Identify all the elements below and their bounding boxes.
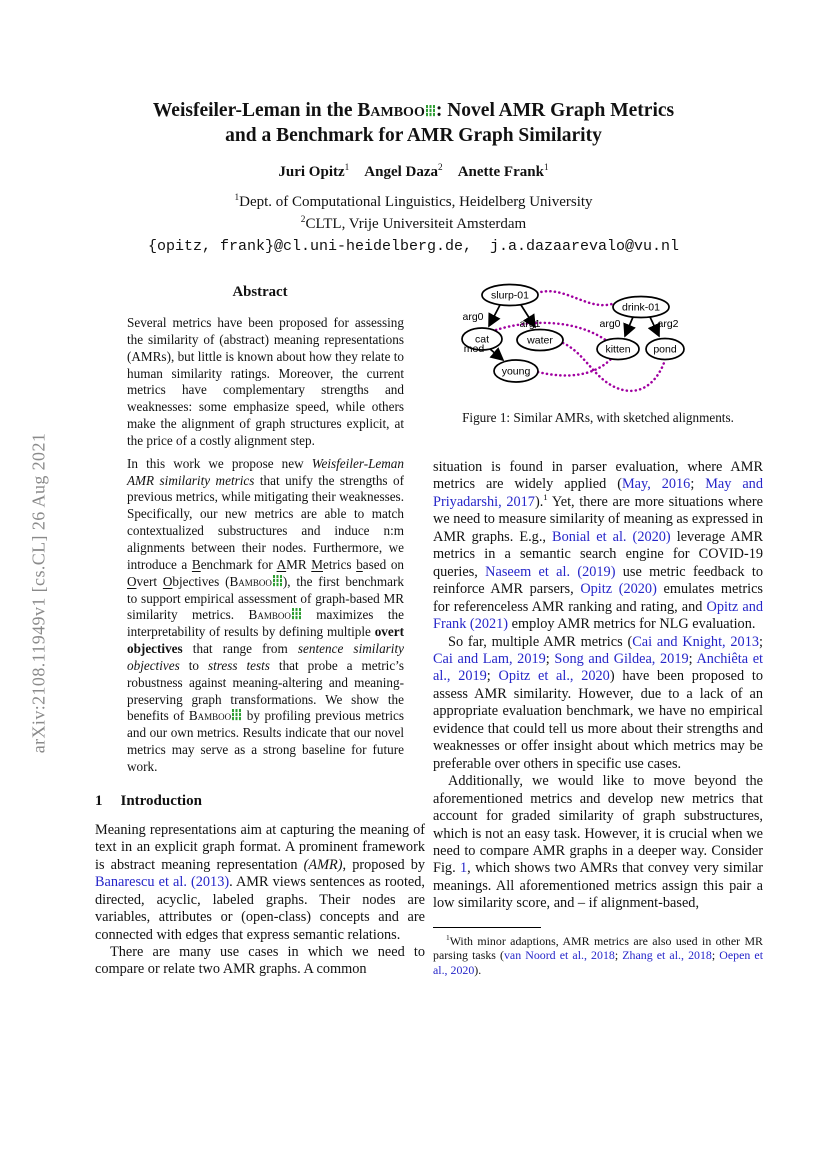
edge-label-mod: mod [463,343,485,355]
right-column [433,278,763,978]
citation-link[interactable]: Opitz et al., 2020 [498,668,610,685]
abstract-heading: Abstract [232,284,288,300]
text-run: 1 [446,932,450,942]
text-run: Dept. of Computational Linguistics, Heidelberg University [239,194,593,210]
text-run: , proposed by [342,856,425,873]
text-run: etrics [323,556,357,572]
paper-header [80,99,747,255]
bamboo-icon [273,575,282,587]
text-run: Anette Frank [457,164,544,180]
text-run: to [179,657,208,673]
text-run: . AMR views sentences as rooted, directed, acyclic, labeled graphs. Their nodes are variables, attributes or (open-class) concepts and are connected with edges that express semantic relations. [95,874,425,943]
text-run: M [311,556,323,572]
text-run: Bamboo [229,573,272,589]
text-run: bjectives ( [172,573,230,589]
text-run: employ AMR metrics for NLG evaluation. [508,616,756,633]
text-run: MR [286,556,312,572]
text-run: ). [534,493,544,510]
edge-label-arg0-left: arg0 [462,311,484,323]
citation-link[interactable]: van Noord et al., 2018 [503,948,615,963]
right-column-body [433,459,763,913]
text-run: B [191,556,201,572]
body-paragraph-situation [433,459,763,634]
citation-link[interactable]: Song and Gildea, 2019 [554,650,689,667]
text-run: that unify the strengths of previous metrics, while mitigating their weaknesses. Specifically, our new metrics are able to match contextualized substructures and induce n:m alignments between their nodes. Furthermore, we introduce a [127,472,404,572]
citation-link[interactable]: Cai and Lam, 2019 [433,650,546,667]
section-number: 1 [95,792,103,809]
abstract-paragraph-2 [127,456,404,776]
text-run: maximizes the interpretability of results by defining multiple [127,607,404,640]
text-run: In this work we propose new [127,455,312,471]
text-run: Meaning representations aim at capturing the meaning of text in an explicit graph format. A prominent framework is abstract meaning representation [95,821,425,873]
text-run [443,164,458,180]
text-run: : Novel AMR Graph Metrics [435,100,675,121]
body-paragraph-additionally [433,773,763,913]
section-heading-introduction [95,793,425,810]
text-run: O [162,573,173,589]
text-run: Bamboo [248,607,291,623]
text-run: With minor adaptions, AMR metrics are also used in other MR parsing tasks ( [433,933,763,963]
citation-link[interactable]: May and Priyadarshi, 2017 [433,476,763,510]
text-run: enchmark for [200,556,277,572]
citation-link[interactable]: Naseem et al. (2019) [485,563,616,580]
text-run: Weisfeiler-Leman in the [152,100,358,121]
citation-link[interactable]: Oepen et al., 2020 [433,948,764,978]
citation-link[interactable]: 1 [460,860,468,877]
text-run: 1 [234,193,240,203]
text-run: Yet, there are more situations where we need to measure similarity of meaning as expressed in AMR graphs. E.g., [433,493,763,545]
text-run: overt objectives [127,624,404,657]
text-run: emulates metrics for referenceless AMR ranking and rating, and [433,581,763,615]
text-run: ; [486,668,499,685]
text-run: b [356,556,363,572]
amr-graph-figure [447,280,747,402]
text-run: Bamboo [357,100,425,121]
citation-link[interactable]: Anchiêta et al., 2019 [433,650,764,685]
intro-paragraph-2: There are many use cases in which we need to compare or relate two AMR graphs. A common [95,943,425,978]
title-line-1 [80,99,747,124]
text-run: ), the first benchmark to support empirical assessment of graph-based MR similarity metrics. [127,573,404,623]
node-label-drink: drink-01 [622,301,660,314]
paper-title [80,99,747,148]
text-run: A [276,556,287,572]
affiliations [80,192,747,235]
intro-paragraph-1 [95,822,425,944]
text-run: Weisfeiler-Leman AMR similarity metrics [127,455,404,488]
abstract-body [127,315,404,776]
text-run: Bamboo [188,708,232,724]
citation-link[interactable]: Opitz (2020) [580,581,657,598]
text-run: Additionally, we would like to move beyond the aforementioned metrics and develop new metrics that account for graded similarity of graph substructures, which is not an easy task. However, it is crucial when we need to compare AMR graphs in a deeper way. Consider Fig. [433,773,763,877]
edge-slurp-cat [489,305,500,326]
text-run: vert [136,573,163,589]
edge-label-arg0-right: arg0 [599,318,621,330]
text-run: 1 [543,492,548,503]
text-run: ). [474,963,482,978]
section-title: Introduction [120,792,202,809]
text-run: ased on [362,556,405,572]
text-run: 1 [543,163,549,173]
text-run: situation is found in parser evaluation, where AMR metrics are widely applied ( [433,459,763,493]
edge-label-arg1: arg1 [519,318,541,330]
node-label-pond: pond [653,343,677,356]
left-column [95,278,425,979]
title-line-2: and a Benchmark for AMR Graph Similarity [225,124,602,146]
figure-caption: Figure 1: Similar AMRs, with sketched alignments. [462,410,734,425]
edge-cat-young [490,349,503,360]
affiliation-2 [80,214,747,236]
authors-line [80,164,747,181]
text-run: that probe a metric’s robustness against meaning-altering and meaning-preserving graph transformations. We show the benefits of [127,657,404,724]
text-run: ; [688,650,697,667]
text-run: use metric feedback to reinforce AMR parsers, [433,563,763,598]
alignment-slurp-drink [537,291,615,305]
abstract-paragraph-1: Several metrics have been proposed for assessing the similarity of (abstract) meaning representations (AMRs), but little is known about how they relate to human similarity ratings. Moreover, the current metrics have complementary strengths and weaknesses: some emphasize speed, while others make the alignment of graph structures explicit, at the price of a costly alignment step. [127,315,404,448]
citation-link[interactable]: Bonial et al. (2020) [552,528,671,545]
figure-1 [433,280,763,426]
text-run: ; [711,948,720,963]
citation-link[interactable]: May, 2016 [621,476,691,493]
text-run: 2 [300,214,306,225]
text-run: 2 [438,163,443,173]
text-run: (AMR) [303,856,343,873]
email-line: {opitz, frank}@cl.uni-heidelberg.de, j.a.dazaarevalo@vu.nl [147,238,680,255]
citation-link[interactable]: Opitz and Frank (2021) [433,598,763,633]
affiliation-1 [80,192,747,214]
text-run [349,164,364,180]
bamboo-icon [426,105,435,117]
text-run: leverage AMR metrics in a semantic search engine for COVID-19 queries, [433,528,763,580]
text-run: by profiling previous metrics and our own metrics. Results indicate that our novel metrics may serve as a strong baseline for future work. [127,708,404,774]
node-label-kitten: kitten [605,343,631,356]
text-run: CLTL, Vrije Universiteit Amsterdam [305,215,527,232]
text-run: ; [545,650,555,667]
text-run: ; [759,633,763,650]
text-run: stress tests [207,657,270,673]
text-run: sentence similarity objectives [127,641,404,673]
node-label-cat: cat [474,333,490,346]
text-run: O [127,573,137,589]
text-run: that range from [182,641,298,657]
footnote-1 [433,934,763,978]
bamboo-icon [292,608,301,620]
alignment-young-kitten [538,359,611,376]
text-run: Angel Daza [364,164,439,180]
text-run: ) have been proposed to assess AMR similarity. However, due to a lack of an appropriate evaluation benchmark, we have no empirical evidence that could tell us more about their strengths and weaknesses or offer insight about which metrics may be preferable over others in specific use cases. [433,668,763,772]
citation-link[interactable]: Zhang et al., 2018 [622,948,712,963]
node-label-young: young [501,365,531,378]
text-run: ; [690,476,706,493]
edge-drink-kitten [625,317,633,336]
text-run: Juri Opitz [278,164,345,180]
node-label-water: water [527,334,553,347]
footnote-rule [433,927,541,928]
citation-link[interactable]: Banarescu et al. (2013) [95,874,230,891]
node-label-slurp: slurp-01 [491,289,529,302]
body-paragraph-sofar [433,634,763,774]
text-run: So far, multiple AMR metrics ( [448,633,633,650]
text-run: 1 [344,163,350,173]
text-run: ; [614,948,623,963]
text-run: , which shows two AMRs that convey very similar meanings. All aforementioned metrics assign this pair a low similarity score, and – if alignment-based, [433,860,763,912]
arxiv-watermark: arXiv:2108.11949v1 [cs.CL] 26 Aug 2021 [28,432,49,754]
bamboo-icon [232,709,241,721]
edge-label-arg2: arg2 [657,318,679,330]
citation-link[interactable]: Cai and Knight, 2013 [632,633,760,650]
